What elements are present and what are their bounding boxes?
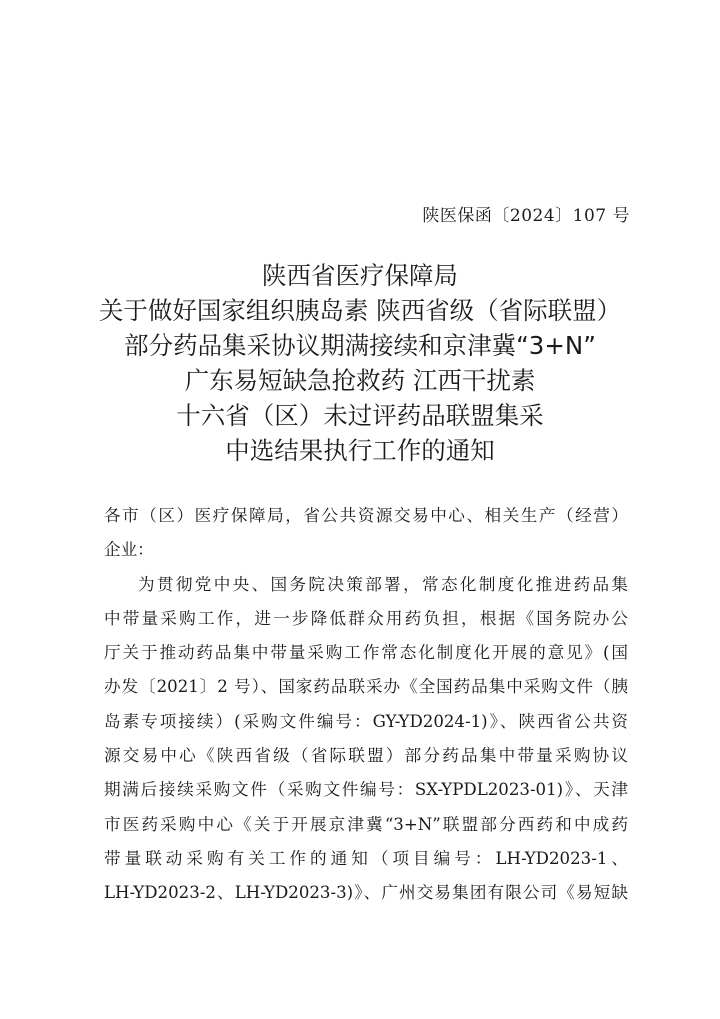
salutation-line: 企业： <box>104 540 154 560</box>
paragraph-line: 厅关于推动药品集中带量采购工作常态化制度化开展的意见》(国 <box>104 643 628 663</box>
paragraph-line: 为贯彻党中央、国务院决策部署，常态化制度化推进药品集 <box>138 574 628 594</box>
paragraph-line: 期满后接续采购文件（采购文件编号：SX-YPDL2023-01)》、天津 <box>104 780 628 800</box>
title-line: 陕西省医疗保障局 <box>262 261 458 290</box>
paragraph-line: LH-YD2023-2、LH-YD2023-3)》、广州交易集团有限公司《易短缺 <box>104 883 628 903</box>
title-line: 十六省（区）未过评药品联盟集采 <box>176 401 544 430</box>
paragraph-line: 市医药采购中心《关于开展京津冀“3+N”联盟部分西药和中成药 <box>104 814 628 834</box>
title-line: 中选结果执行工作的通知 <box>225 436 495 465</box>
paragraph-line: 带量联动采购有关工作的通知（项目编号：LH-YD2023-1、 <box>104 848 628 868</box>
document-title <box>60 258 660 468</box>
title-line: 关于做好国家组织胰岛素 陕西省级（省际联盟） <box>98 296 622 325</box>
document-number: 陕医保函〔2024〕107 号 <box>422 206 630 226</box>
title-line: 广东易短缺急抢救药 江西干扰素 <box>184 366 536 395</box>
paragraph-line: 岛素专项接续）(采购文件编号：GY-YD2024-1)》、陕西省公共资 <box>104 711 628 731</box>
salutation-line: 各市（区）医疗保障局，省公共资源交易中心、相关生产（经营） <box>104 506 628 525</box>
paragraph-line: 中带量采购工作，进一步降低群众用药负担，根据《国务院办公 <box>104 608 628 628</box>
paragraph-line: 源交易中心《陕西省级（省际联盟）部分药品集中带量采购协议 <box>104 746 628 766</box>
title-line: 部分药品集采协议期满接续和京津冀“3+N” <box>124 331 596 360</box>
paragraph-line: 办发〔2021〕2 号）、国家药品联采办《全国药品集中采购文件（胰 <box>104 677 628 697</box>
document-body <box>104 499 628 911</box>
